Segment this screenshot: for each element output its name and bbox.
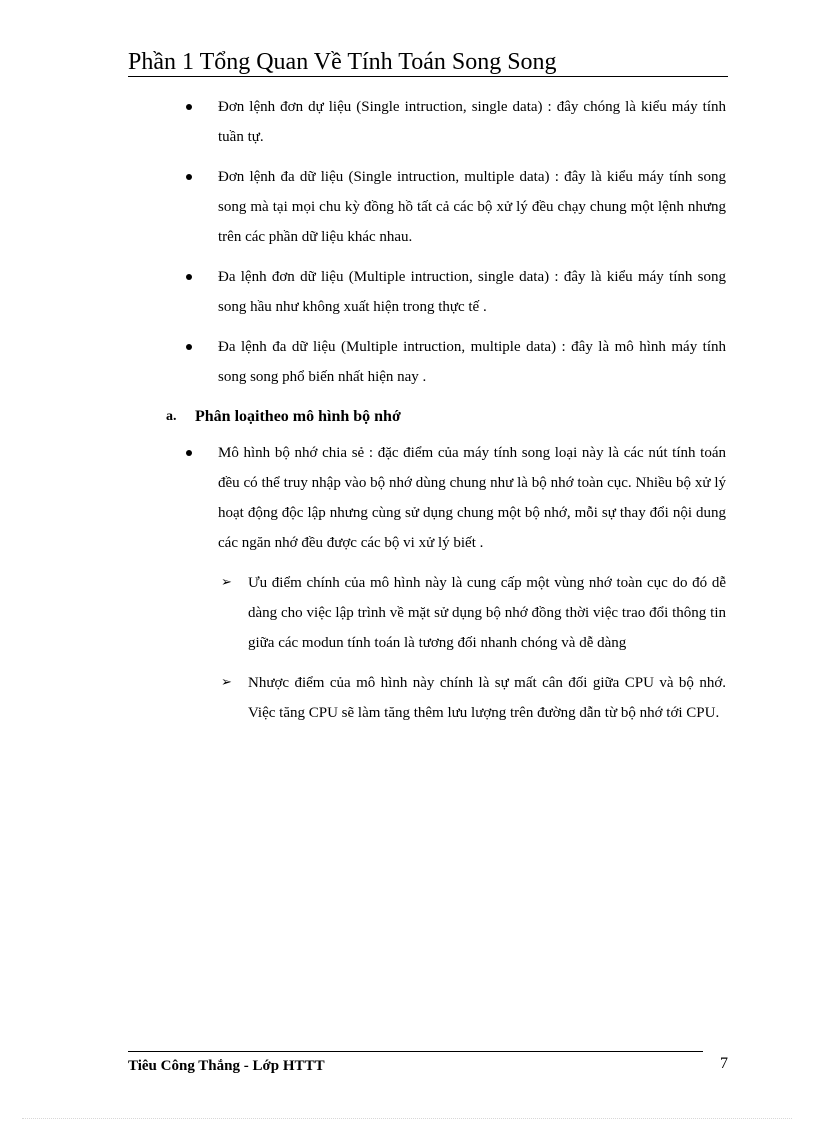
list-item (0, 568, 726, 658)
page-edge-line (22, 1118, 792, 1119)
list-item-text: Đa lệnh đơn dữ liệu (Multiple intruction, single data) : đây là kiểu máy tính song song hầu như không xuất hiện trong thực tế . (218, 269, 726, 315)
list-item-text: Đa lệnh đa dữ liệu (Multiple intruction, multiple data) : đây là mô hình máy tính song song phổ biến nhất hiện nay . (218, 339, 726, 385)
list-item (0, 332, 726, 392)
list-item (0, 438, 726, 558)
list-item (0, 162, 726, 252)
list-item-text: Đơn lệnh đa dữ liệu (Single intruction, multiple data) : đây là kiểu máy tính song song mà tại mọi chu kỳ đồng hồ tất cả các bộ xử lý đều chạy chung một lệnh nhưng trên các phần dữ liệu khác nhau. (218, 169, 726, 245)
flynn-classification-list (0, 92, 816, 392)
list-item-text: Ưu điểm chính của mô hình này là cung cấp một vùng nhớ toàn cục do đó dễ dàng cho việc lập trình về mặt sử dụng bộ nhớ đồng thời việc trao đổi thông tin giữa các modun tính toán là tương đối nhanh chóng và dễ dàng (248, 575, 726, 651)
list-item-text: Mô hình bộ nhớ chia sẻ : đặc điểm của máy tính song loại này là các nút tính toán đều có thể truy nhập vào bộ nhớ dùng chung như là bộ nhớ toàn cục. Nhiều bộ xử lý hoạt động độc lập nhưng cùng sử dụng chung một bộ nhớ, mỗi sự thay đổi nội dung các ngăn nhớ đều được các bộ vi xử lý biết . (218, 445, 726, 551)
bullet-dot-icon (186, 344, 192, 350)
section-heading-text: Phân loạitheo mô hình bộ nhớ (195, 408, 401, 425)
pros-cons-list (0, 568, 816, 728)
bullet-dot-icon (186, 174, 192, 180)
arrow-bullet-icon: ➢ (221, 575, 232, 590)
list-item (0, 92, 726, 152)
page-header-title: Phần 1 Tổng Quan Về Tính Toán Song Song (128, 49, 557, 75)
header-divider (128, 76, 728, 77)
bullet-dot-icon (186, 274, 192, 280)
page-number: 7 (720, 1055, 728, 1072)
memory-model-list (0, 438, 816, 558)
list-item (0, 262, 726, 322)
page-content (0, 92, 816, 738)
list-item-text: Nhược điểm của mô hình này chính là sự mất cân đối giữa CPU và bộ nhớ. Việc tăng CPU sẽ làm tăng thêm lưu lượng trên đường dẫn từ bộ nhớ tới CPU. (248, 675, 726, 721)
list-item (0, 668, 726, 728)
bullet-dot-icon (186, 104, 192, 110)
arrow-bullet-icon: ➢ (221, 675, 232, 690)
footer-divider (128, 1051, 703, 1052)
section-heading (0, 402, 816, 432)
footer-author: Tiêu Công Thắng - Lớp HTTT (128, 1058, 325, 1074)
section-marker: a. (166, 409, 177, 424)
bullet-dot-icon (186, 450, 192, 456)
list-item-text: Đơn lệnh đơn dự liệu (Single intruction, single data) : đây chóng là kiểu máy tính tuần tự. (218, 99, 726, 145)
